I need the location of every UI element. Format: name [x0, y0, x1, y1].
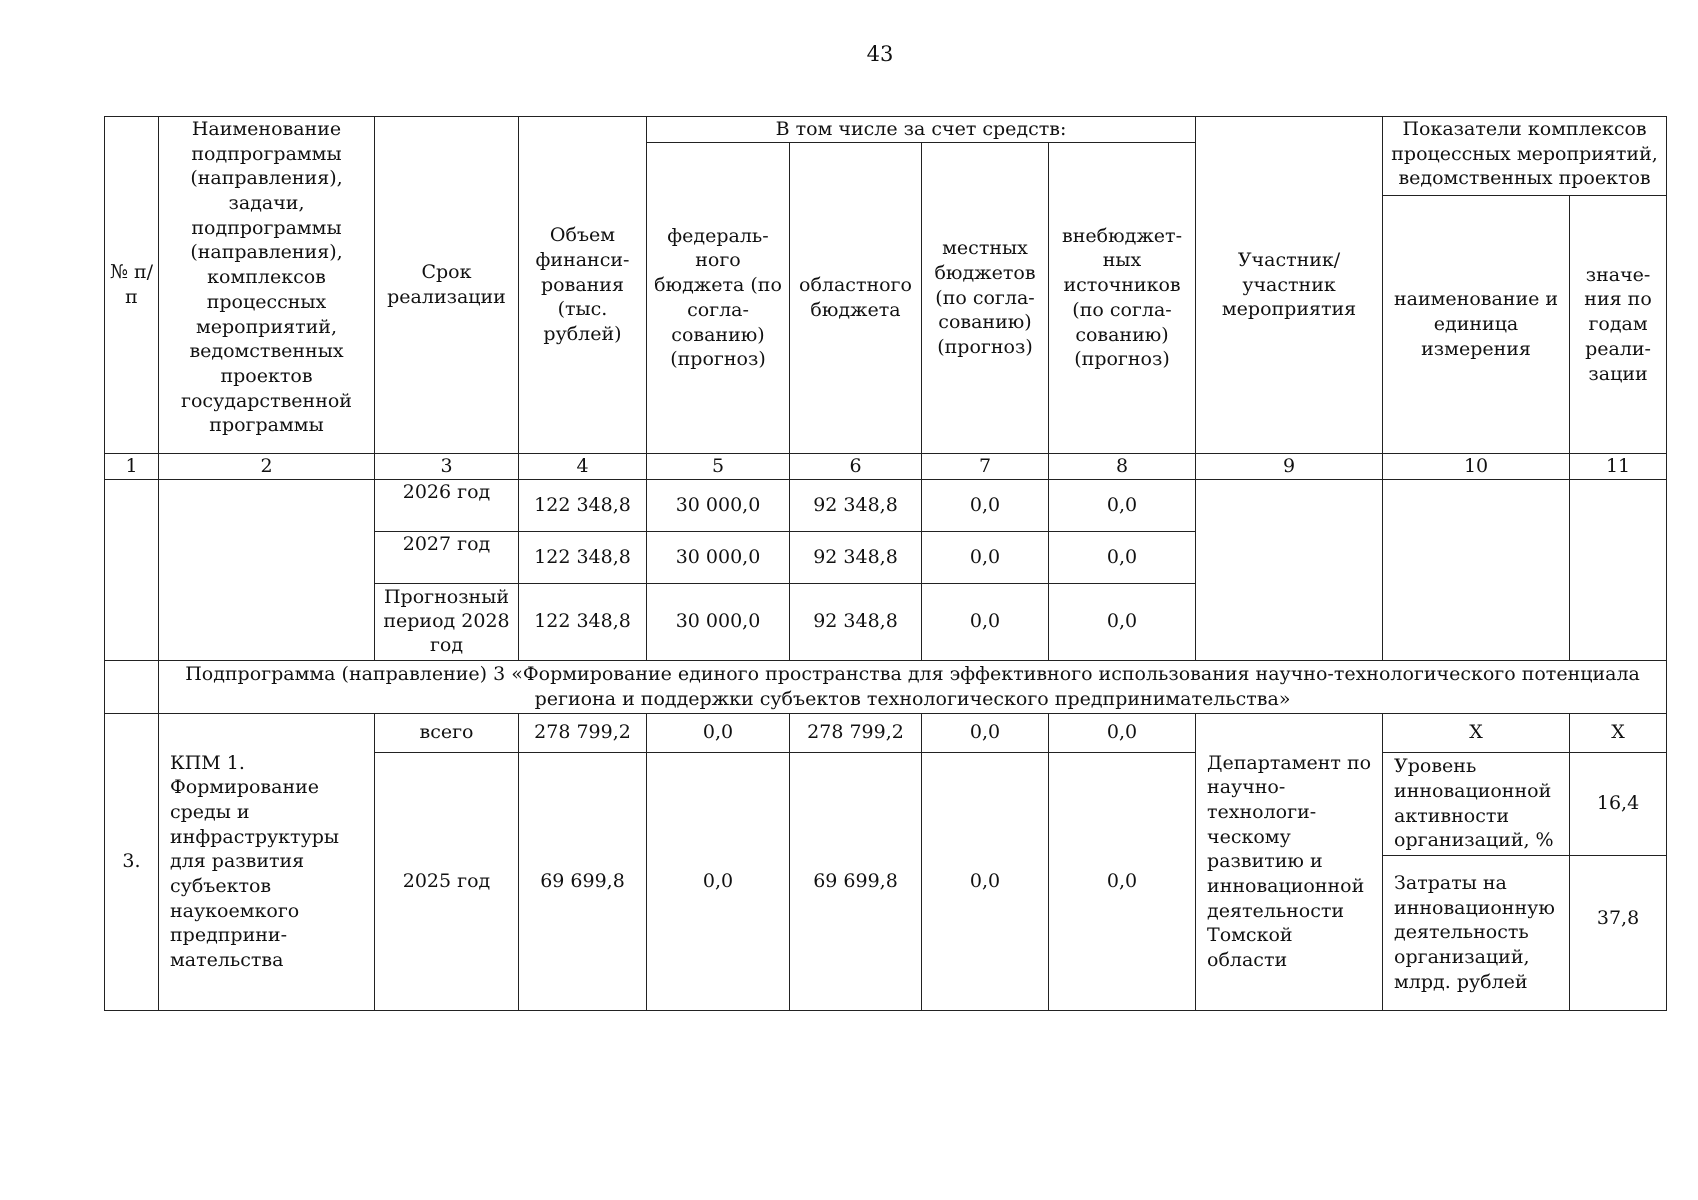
header-col-number: № п/п: [105, 117, 159, 454]
kpm-participant: Департамент по научно-технологи-ческому развитию и инновационной деятельности Томской области: [1196, 713, 1383, 1010]
empty-cell: [105, 660, 159, 713]
header-col-volume: Объем финанси-рования (тыс. рублей): [519, 117, 647, 454]
header-including-group: В том числе за счет средств:: [647, 117, 1196, 143]
volume-cell: 122 348,8: [519, 479, 647, 531]
indicator-value-cell: Х: [1570, 713, 1667, 752]
header-col-name: Наименование подпрограммы (направления), задачи, подпрограммы (направления), комплексов процессных мероприятий, ведомственных проектов государственной программы: [159, 117, 375, 454]
column-number: 3: [375, 454, 519, 480]
indicator-name-cell: Х: [1383, 713, 1570, 752]
subprogram-title: Подпрограмма (направление) 3 «Формирование единого пространства для эффективного использования научно-технологического потенциала региона и поддержки субъектов технологического предпринимательства»: [159, 660, 1667, 713]
extra-cell: 0,0: [1049, 479, 1196, 531]
kpm-number: 3.: [105, 713, 159, 1010]
indicator-value-cell: 16,4: [1570, 752, 1667, 855]
federal-cell: 30 000,0: [647, 583, 790, 660]
federal-cell: 0,0: [647, 752, 790, 1010]
regional-cell: 92 348,8: [790, 583, 922, 660]
header-col-ind-value: значе-ния по годам реали-зации: [1570, 196, 1667, 454]
term-cell: Прогнозный период 2028 год: [375, 583, 519, 660]
local-cell: 0,0: [922, 531, 1049, 583]
column-number: 1: [105, 454, 159, 480]
local-cell: 0,0: [922, 713, 1049, 752]
empty-cell: [159, 479, 375, 660]
header-col-local: местных бюджетов (по согла-сованию) (прогноз): [922, 142, 1049, 453]
volume-cell: 278 799,2: [519, 713, 647, 752]
term-cell: 2027 год: [375, 531, 519, 583]
column-number: 6: [790, 454, 922, 480]
empty-cell: [1196, 479, 1383, 660]
column-number: 4: [519, 454, 647, 480]
header-col-extra: внебюджет-ных источников (по согла-сованию) (прогноз): [1049, 142, 1196, 453]
indicator-value-cell: 37,8: [1570, 855, 1667, 1010]
volume-cell: 122 348,8: [519, 531, 647, 583]
program-table: [104, 116, 1667, 1011]
federal-cell: 0,0: [647, 713, 790, 752]
local-cell: 0,0: [922, 752, 1049, 1010]
column-number: 8: [1049, 454, 1196, 480]
header-col-participant: Участник/ участник мероприятия: [1196, 117, 1383, 454]
column-number: 11: [1570, 454, 1667, 480]
header-indicators-group: Показатели комплексов процессных мероприятий, ведомственных проектов: [1383, 117, 1667, 196]
subprogram-row: [105, 660, 1667, 713]
volume-cell: 69 699,8: [519, 752, 647, 1010]
federal-cell: 30 000,0: [647, 531, 790, 583]
header-col-federal: федераль-ного бюджета (по согла-сованию) (прогноз): [647, 142, 790, 453]
column-number-row: [105, 454, 1667, 480]
extra-cell: 0,0: [1049, 713, 1196, 752]
regional-cell: 92 348,8: [790, 479, 922, 531]
header-col-term: Срок реализации: [375, 117, 519, 454]
local-cell: 0,0: [922, 583, 1049, 660]
header-row-1: [105, 117, 1667, 143]
extra-cell: 0,0: [1049, 531, 1196, 583]
term-cell: 2025 год: [375, 752, 519, 1010]
federal-cell: 30 000,0: [647, 479, 790, 531]
term-cell: всего: [375, 713, 519, 752]
column-number: 10: [1383, 454, 1570, 480]
term-cell: 2026 год: [375, 479, 519, 531]
table-row: [105, 479, 1667, 531]
column-number: 9: [1196, 454, 1383, 480]
column-number: 2: [159, 454, 375, 480]
empty-cell: [1570, 479, 1667, 660]
indicator-name-cell: Затраты на инновационную деятельность организаций, млрд. рублей: [1383, 855, 1570, 1010]
regional-cell: 69 699,8: [790, 752, 922, 1010]
extra-cell: 0,0: [1049, 752, 1196, 1010]
regional-cell: 92 348,8: [790, 531, 922, 583]
empty-cell: [105, 479, 159, 660]
header-col-ind-name: наименование и единица измерения: [1383, 196, 1570, 454]
regional-cell: 278 799,2: [790, 713, 922, 752]
page-number: 43: [866, 42, 894, 66]
empty-cell: [1383, 479, 1570, 660]
extra-cell: 0,0: [1049, 583, 1196, 660]
indicator-name-cell: Уровень инновационной активности организаций, %: [1383, 752, 1570, 855]
kpm-name: КПМ 1. Формирование среды и инфраструктуры для развития субъектов наукоемкого предприни-мательства: [159, 713, 375, 1010]
table-row: [105, 713, 1667, 752]
column-number: 7: [922, 454, 1049, 480]
volume-cell: 122 348,8: [519, 583, 647, 660]
column-number: 5: [647, 454, 790, 480]
header-col-regional: областного бюджета: [790, 142, 922, 453]
local-cell: 0,0: [922, 479, 1049, 531]
